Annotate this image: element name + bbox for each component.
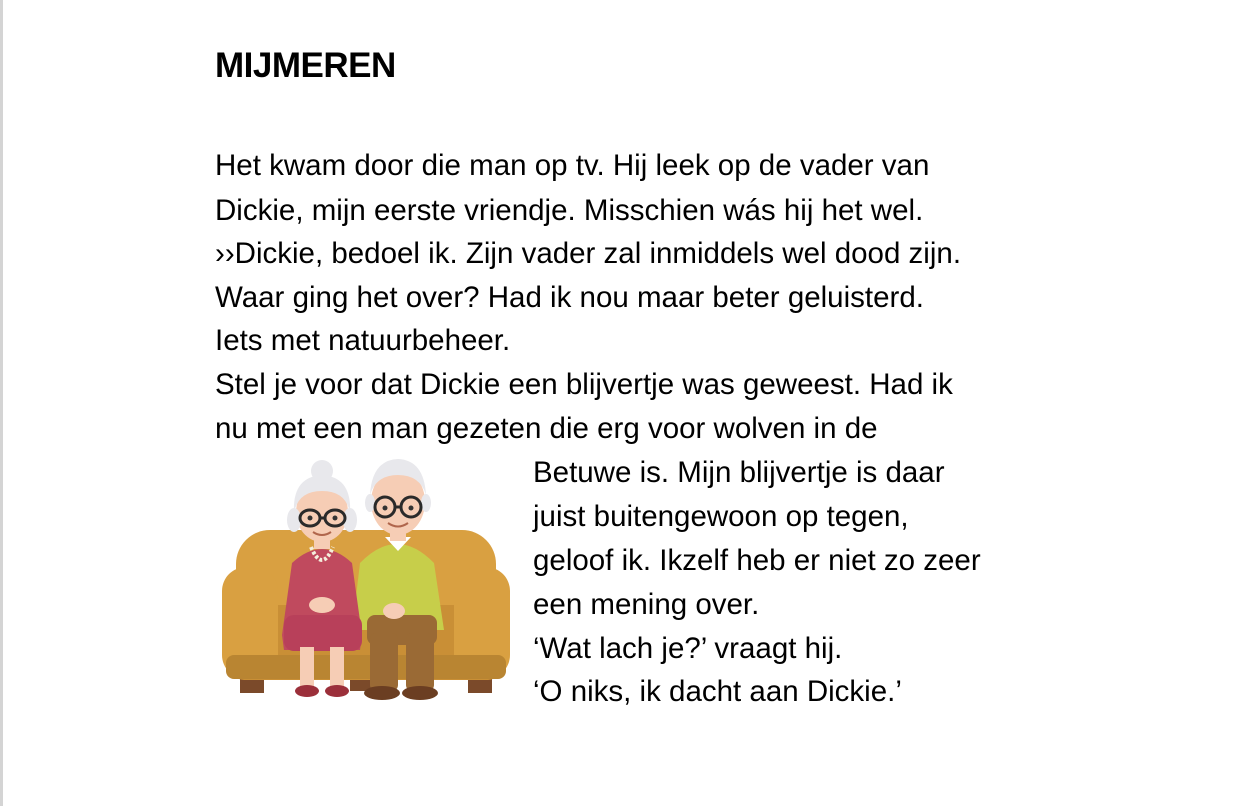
text-line-5: Iets met natuurbeheer. xyxy=(215,324,511,357)
text-line-7: nu met een man gezeten die erg voor wolven in de xyxy=(215,412,878,445)
text-line-4: Waar ging het over? Had ik nou maar beter geluisterd. xyxy=(215,281,924,314)
text-line-9: juist buitengewoon op tegen, xyxy=(533,500,909,533)
text-line-2: Dickie, mijn eerste vriendje. Misschien wás hij het wel. xyxy=(215,194,924,227)
text-line-13: ‘O niks, ik dacht aan Dickie.’ xyxy=(533,675,902,708)
text-line-3: ››Dickie, bedoel ik. Zijn vader zal inmiddels wel dood zijn. xyxy=(215,237,962,270)
elderly-couple-on-sofa-illustration xyxy=(222,455,510,705)
text-line-12: ‘Wat lach je?’ vraagt hij. xyxy=(533,632,843,665)
text-line-11: een mening over. xyxy=(533,588,760,621)
page-title: MIJMEREN xyxy=(215,46,396,85)
text-line-8: Betuwe is. Mijn blijvertje is daar xyxy=(533,456,945,489)
text-line-10: geloof ik. Ikzelf heb er niet zo zeer xyxy=(533,544,981,577)
text-line-1: Het kwam door die man op tv. Hij leek op de vader van xyxy=(215,149,930,182)
text-line-6: Stel je voor dat Dickie een blijvertje was geweest. Had ik xyxy=(215,368,953,401)
